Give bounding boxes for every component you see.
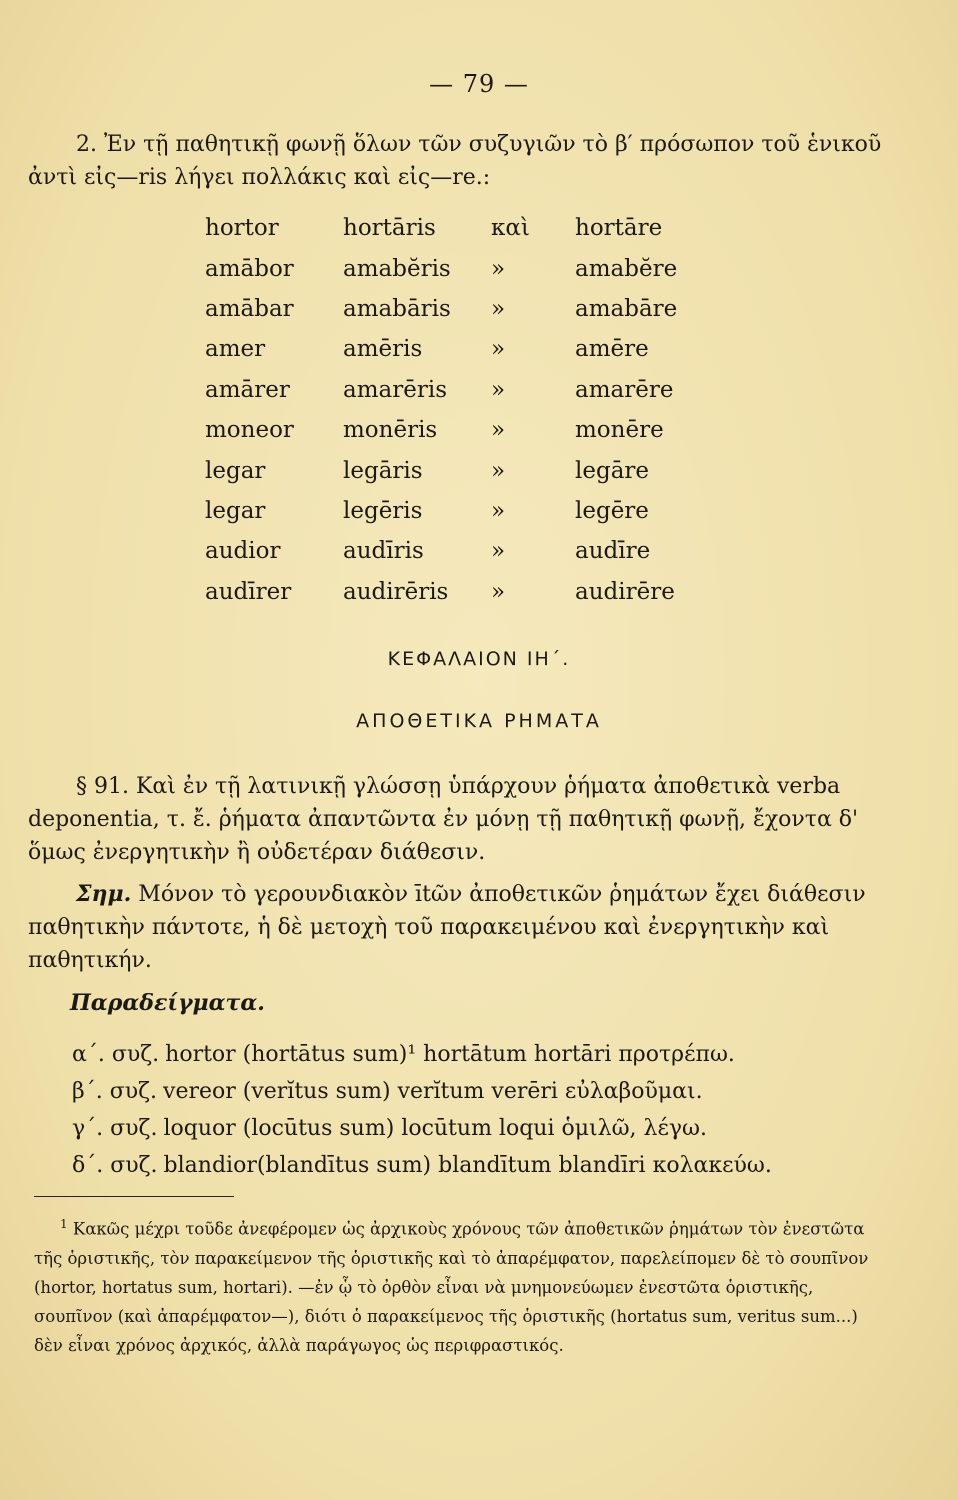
table-row <box>205 370 775 410</box>
remark-text: Μόνον τὸ γερουνδιακὸν ītῶν ἀποθετικῶν ῥημάτων ἔχει διάθεσιν παθητικὴν πάντοτε, ἡ δὲ μετοχὴ τοῦ παρακειμένου καὶ ἐνεργητικὴν καὶ παθητικήν. <box>28 882 866 973</box>
example-label: δ΄. συζ. <box>72 1153 158 1178</box>
examples-title: Παραδείγματα. <box>70 990 265 1016</box>
form-second-person-ris: amarēris <box>343 376 447 403</box>
form-second-person-re: legāre <box>575 457 650 484</box>
chapter-heading: ΚΕΦΑΛΑΙΟΝ ΙΗ΄. <box>387 648 571 670</box>
note-paragraph-2: 2. Ἐν τῇ παθητικῇ φωνῇ ὅλων τῶν συζυγιῶν τὸ β′ πρόσωπον τοῦ ἑνικοῦ ἀντὶ εἰς—ris λήγει πολλάκις καὶ εἰς—re.: <box>28 132 882 190</box>
form-second-person-re: amarēre <box>575 376 674 403</box>
example-label: γ΄. συζ. <box>72 1116 158 1141</box>
form-second-person-re: hortāre <box>575 215 663 242</box>
page-number: — 79 — <box>429 70 529 98</box>
example-line <box>72 1110 772 1147</box>
example-text: blandior(blandītus sum) blandītum blandīri κολακεύω. <box>163 1153 772 1178</box>
form-present: amābar <box>205 295 294 322</box>
form-second-person-re: audirēre <box>575 578 675 605</box>
conj-word: » <box>491 336 506 363</box>
example-line <box>72 1147 772 1184</box>
table-row <box>205 450 775 490</box>
form-second-person-re: audīre <box>575 538 651 565</box>
footnote <box>34 1210 884 1360</box>
example-line <box>72 1073 772 1110</box>
form-second-person-re: amēre <box>575 336 649 363</box>
example-text: vereor (verĭtus sum) verĭtum verēri εὐλαβοῦμαι. <box>163 1079 703 1104</box>
table-row <box>205 208 775 248</box>
table-row <box>205 329 775 369</box>
conj-word: » <box>491 578 506 605</box>
form-present: legar <box>205 457 266 484</box>
form-second-person-ris: audirēris <box>343 578 449 605</box>
example-label: β΄. συζ. <box>72 1079 158 1104</box>
remark-paragraph <box>28 878 888 977</box>
form-present: moneor <box>205 417 294 444</box>
conj-word: καὶ <box>491 215 530 242</box>
form-second-person-ris: amabāris <box>343 295 451 322</box>
example-line <box>72 1036 772 1073</box>
example-label: α΄. συζ. <box>72 1042 160 1067</box>
chapter-title: ΑΠΟΘΕΤΙΚΑ ΡΗΜΑΤΑ <box>356 710 602 732</box>
form-second-person-re: monēre <box>575 417 664 444</box>
conjugation-table <box>205 208 775 612</box>
form-second-person-ris: hortāris <box>343 215 436 242</box>
form-present: amābor <box>205 255 294 282</box>
table-row <box>205 289 775 329</box>
form-second-person-re: legēre <box>575 497 649 524</box>
conj-word: » <box>491 457 506 484</box>
remark-label: Σημ. <box>76 881 132 907</box>
form-second-person-ris: amabĕris <box>343 255 451 282</box>
form-second-person-ris: legāris <box>343 457 423 484</box>
conj-word: » <box>491 376 506 403</box>
conj-word: » <box>491 295 506 322</box>
form-present: amer <box>205 336 266 363</box>
table-row <box>205 248 775 288</box>
form-second-person-re: amabāre <box>575 295 678 322</box>
footnote-divider <box>34 1196 234 1197</box>
table-row <box>205 531 775 571</box>
footnote-marker: 1 <box>60 1217 68 1231</box>
conj-word: » <box>491 255 506 282</box>
conj-word: » <box>491 497 506 524</box>
form-present: hortor <box>205 215 279 242</box>
conj-word: » <box>491 538 506 565</box>
table-row <box>205 572 775 612</box>
section-91: § 91. Καὶ ἐν τῇ λατινικῇ γλώσσῃ ὑπάρχουν ῥήματα ἀποθετικὰ verba deponentia, τ. ἔ. ῥήματα ἀπαντῶντα ἐν μόνῃ τῇ παθητικῇ φωνῇ, ἔχοντα δ' ὅμως ἐνεργητικὴν ἢ οὐδετέραν διάθεσιν. <box>28 774 859 865</box>
example-text: loquor (locūtus sum) locūtum loqui ὁμιλῶ, λέγω. <box>163 1116 707 1141</box>
form-second-person-ris: legēris <box>343 497 423 524</box>
conj-word: » <box>491 417 506 444</box>
table-row <box>205 410 775 450</box>
footnote-text: Κακῶς μέχρι τοῦδε ἀνεφέρομεν ὡς ἀρχικοὺς χρόνους τῶν ἀποθετικῶν ῥημάτων τὸν ἐνεστῶτα τῆς ὁριστικῆς, τὸν παρακείμενον τῆς ὁριστικῆς καὶ τὸ ἀπαρέμφατον, παρελείπομεν δὲ τὸ σουπῖνον (hortor, hortatus sum, hortari). —ἐν ᾧ τὸ ὀρθὸν εἶναι νὰ μνημονεύωμεν ἐνεστῶτα ὁριστικῆς, σουπῖνον (καὶ ἀπαρέμφατον—), διότι ὁ παρακείμενος τῆς ὁριστικῆς (hortatus sum, veritus sum...) δὲν εἶναι χρόνος ἀρχικός, ἀλλὰ παράγωγος ὡς περιφραστικός. <box>34 1219 869 1355</box>
form-present: amārer <box>205 376 290 403</box>
form-present: legar <box>205 497 266 524</box>
form-present: audior <box>205 538 281 565</box>
form-second-person-ris: monēris <box>343 417 438 444</box>
form-present: audīrer <box>205 578 292 605</box>
example-text: hortor (hortātus sum)¹ hortātum hortāri προτρέπω. <box>165 1042 735 1067</box>
form-second-person-ris: audīris <box>343 538 424 565</box>
examples-list <box>72 1036 772 1184</box>
table-row <box>205 491 775 531</box>
form-second-person-re: amabĕre <box>575 255 678 282</box>
form-second-person-ris: amēris <box>343 336 423 363</box>
